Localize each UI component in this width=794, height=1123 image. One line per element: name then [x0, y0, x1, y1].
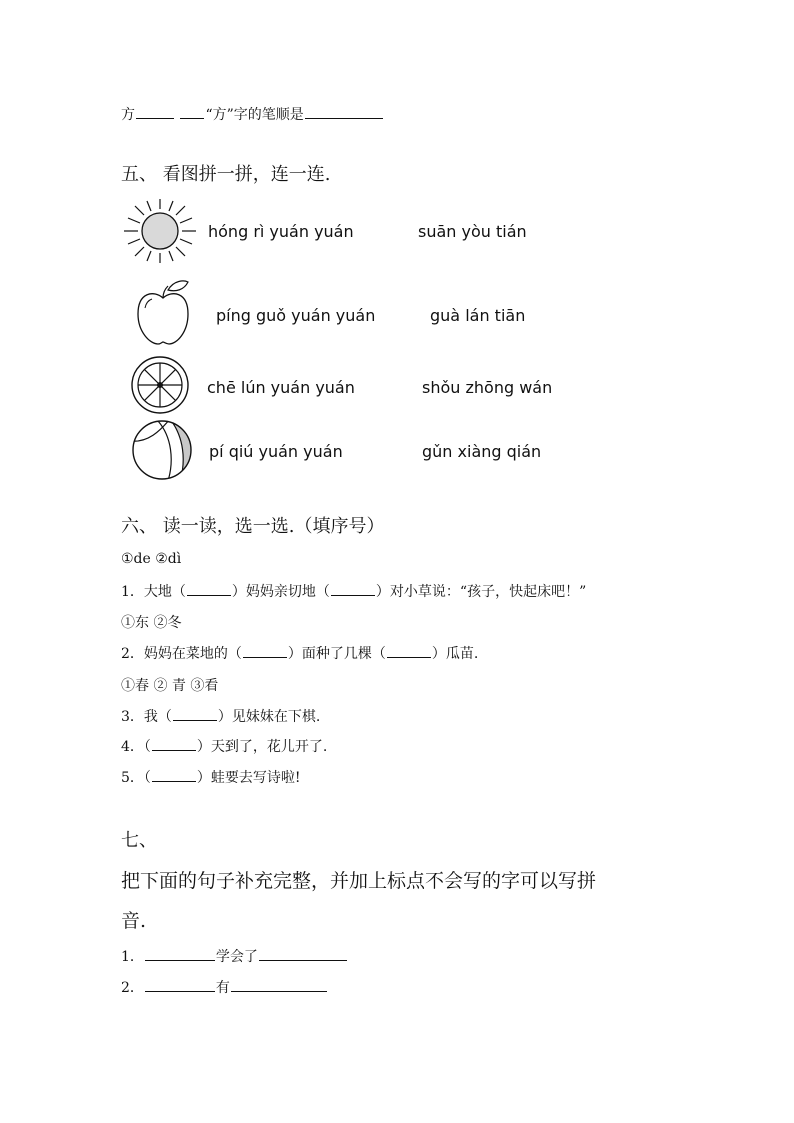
- question-4: 4．（ ）天到了，花儿开了.: [121, 739, 328, 755]
- question-2: 2．妈妈在菜地的（ ）面种了几棵（ ）瓜苗.: [121, 646, 479, 662]
- pinyin-right-4[interactable]: gǔn xiàng qián: [422, 442, 542, 461]
- options-line-b: ①东 ②冬: [121, 615, 182, 631]
- options-line-a: ①de ②dì: [121, 551, 182, 567]
- pinyin-left-3[interactable]: chē lún yuán yuán: [207, 378, 355, 397]
- sun-picture: [120, 196, 200, 266]
- answer-blank[interactable]: [387, 656, 431, 658]
- question-1: 1．大地（ ）妈妈亲切地（ ）对小草说：“孩子，快起床吧！”: [121, 584, 587, 600]
- answer-blank[interactable]: [243, 656, 287, 658]
- answer-blank[interactable]: [331, 594, 375, 596]
- answer-blank[interactable]: [187, 594, 231, 596]
- wheel-picture: [129, 354, 191, 416]
- answer-blank[interactable]: [259, 959, 347, 961]
- answer-blank[interactable]: [145, 990, 215, 992]
- section-7-instruction-1: 把下面的句子补充完整，并加上标点不会写的字可以写拼: [121, 870, 597, 892]
- pinyin-left-2[interactable]: píng guǒ yuán yuán: [216, 306, 376, 325]
- ball-picture: [130, 419, 194, 481]
- pinyin-right-3[interactable]: shǒu zhōng wán: [422, 378, 553, 397]
- sentence-1: 1． 学会了: [121, 946, 348, 966]
- answer-blank[interactable]: [152, 780, 196, 782]
- section-7-instruction-2: 音.: [121, 910, 147, 932]
- stroke-char: 方: [121, 107, 135, 123]
- section-5-title: 五、 看图拼一拼，连一连.: [121, 164, 331, 185]
- answer-blank[interactable]: [231, 990, 327, 992]
- answer-blank[interactable]: [136, 117, 174, 119]
- stroke-order-line: [121, 104, 384, 124]
- section-6-title: 六、 读一读，选一选.（填序号）: [121, 516, 385, 537]
- pinyin-right-1[interactable]: suān yòu tián: [418, 222, 527, 241]
- pinyin-left-1[interactable]: hóng rì yuán yuán: [208, 222, 354, 241]
- options-line-c: ①春 ② 青 ③看: [121, 678, 219, 694]
- answer-blank[interactable]: [152, 749, 196, 751]
- sentence-2: 2． 有: [121, 977, 328, 997]
- pinyin-right-2[interactable]: guà lán tiān: [430, 306, 526, 325]
- section-7-title: 七、: [121, 830, 157, 851]
- answer-blank[interactable]: [180, 117, 204, 119]
- answer-blank[interactable]: [305, 117, 383, 119]
- question-5: 5．（ ）蛙要去写诗啦!: [121, 770, 301, 786]
- pinyin-left-4[interactable]: pí qiú yuán yuán: [209, 442, 343, 461]
- question-3: 3．我（ ）见妹妹在下棋.: [121, 709, 321, 725]
- stroke-order-label: “方”字的笔顺是: [205, 107, 304, 123]
- answer-blank[interactable]: [173, 719, 217, 721]
- apple-picture: [132, 278, 194, 348]
- answer-blank[interactable]: [145, 959, 215, 961]
